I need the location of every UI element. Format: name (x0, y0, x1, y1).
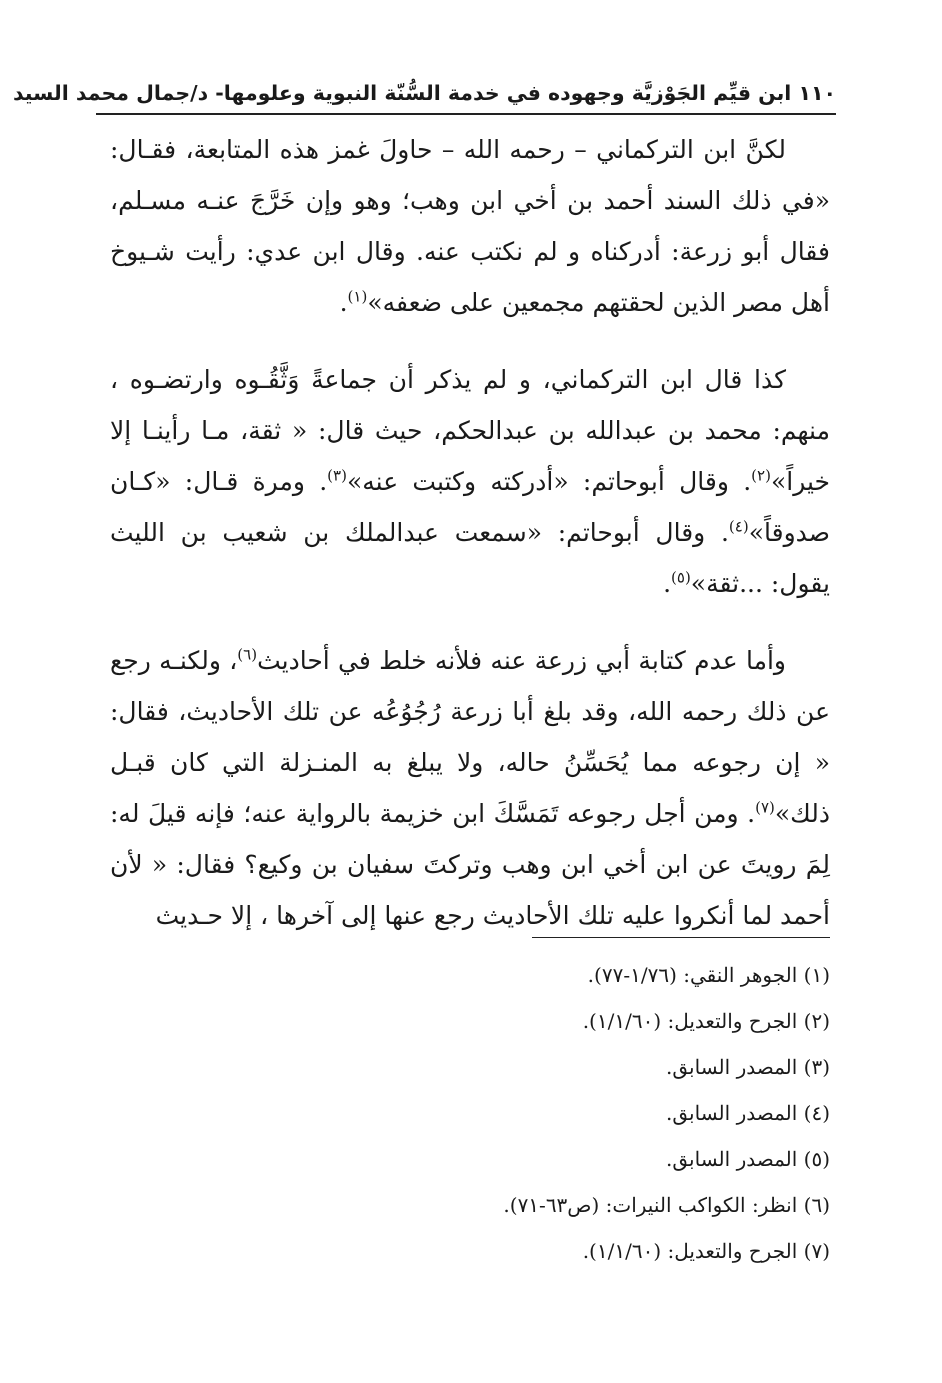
footnote-ref-2: (٢) (751, 466, 771, 485)
footnote-2: (٢) الجرح والتعديل: (١/١/٦٠). (582, 1009, 830, 1033)
footnote-1: (١) الجوهر النقي: (١/٧٦-٧٧). (587, 963, 830, 987)
paragraph-1-text: لكنَّ ابن التركماني – رحمه الله – حاولَ غمز هذه المتابعة، فقـال: «في ذلك السند أحمد بن أخي ابن وهب؛ وهو وإن خَرَّجَ عنـه مسـلم، فقال أبو زرعة: أدركناه و لم نكتب عنه. وقال ابن عدي: رأيت شـيوخ أهل مصر الذين لحقتهم مجمعين على ضعفه» (110, 135, 830, 317)
footnote-6: (٦) انظر: الكواكب النيرات: (ص٦٣-٧١). (503, 1193, 830, 1217)
footnote-ref-1: (١) (347, 287, 368, 306)
paragraph-2-text-d: . وقال أبوحاتم: «سمعت عبدالملك بن شعيب بن الليث يقول: ...ثقة» (110, 518, 830, 598)
paragraph-2-end: . (663, 569, 672, 598)
paragraph-2-text-c: . ومرة قـال: «كـان صدوقاً» (110, 467, 830, 547)
footnote-ref-4: (٤) (728, 517, 749, 536)
footnote-ref-7: (٧) (755, 798, 775, 817)
footnote-separator (532, 937, 830, 938)
paragraph-2-text-a: كذا قال ابن التركماني، و لم يذكر أن جماعةً وَثَّقُـوه وارتضـوه ، منهم: محمد بن عبدالله بن عبدالحكم، حيث قال: « ثقة، مـا رأينـا إلا خيراً» (110, 365, 830, 496)
paragraph-3-text-a: وأما عدم كتابة أبي زرعة عنه فلأنه خلط في أحاديث (257, 646, 786, 675)
header-rule (96, 113, 836, 115)
footnote-ref-6: (٦) (237, 645, 258, 664)
footnote-7: (٧) الجرح والتعديل: (١/١/٦٠). (582, 1239, 830, 1263)
footnote-5: (٥) المصدر السابق. (666, 1147, 830, 1171)
body-text (110, 124, 830, 941)
footnote-3: (٣) المصدر السابق. (666, 1055, 830, 1079)
footnote-ref-5: (٥) (671, 568, 691, 587)
paragraph-3-text-b: ، ولكنـه رجع عن ذلك رحمه الله، وقد بلغ أبا زرعة رُجُوُعُه عن تلك الأحاديث، فقال: « إن رجوعه مما يُحَسِّنُ حاله، ولا يبلغ به المنـزلة التي كان قبـل ذلك» (110, 646, 830, 828)
running-header: ١١٠ ابن قيِّم الجَوْزيَّة وجهوده في خدمة السُّنّة النبوية وعلومها- د/جمال محمد السيد (12, 81, 836, 105)
paragraph-3 (110, 635, 830, 941)
paragraph-1-end: . (339, 288, 348, 317)
footnotes-list (110, 952, 830, 1274)
footnote-ref-3: (٣) (327, 466, 347, 485)
paragraph-2 (110, 354, 830, 609)
paragraph-2-text-b: . وقال أبوحاتم: «أدركته وكتبت عنه» (346, 467, 752, 496)
paragraph-1 (110, 124, 830, 328)
footnote-4: (٤) المصدر السابق. (666, 1101, 830, 1125)
paragraph-3-text-c: . ومن أجل رجوعه تَمَسَّكَ ابن خزيمة بالرواية عنه؛ فإنه قيلَ له: لِمَ رويتَ عن ابن أخي ابن وهب وتركتَ سفيان بن وكيع؟ فقال: « لأن أحمد لما أنكروا عليه تلك الأحاديث رجع عنها إلى آخرها ، إلا حـديث (110, 799, 830, 930)
